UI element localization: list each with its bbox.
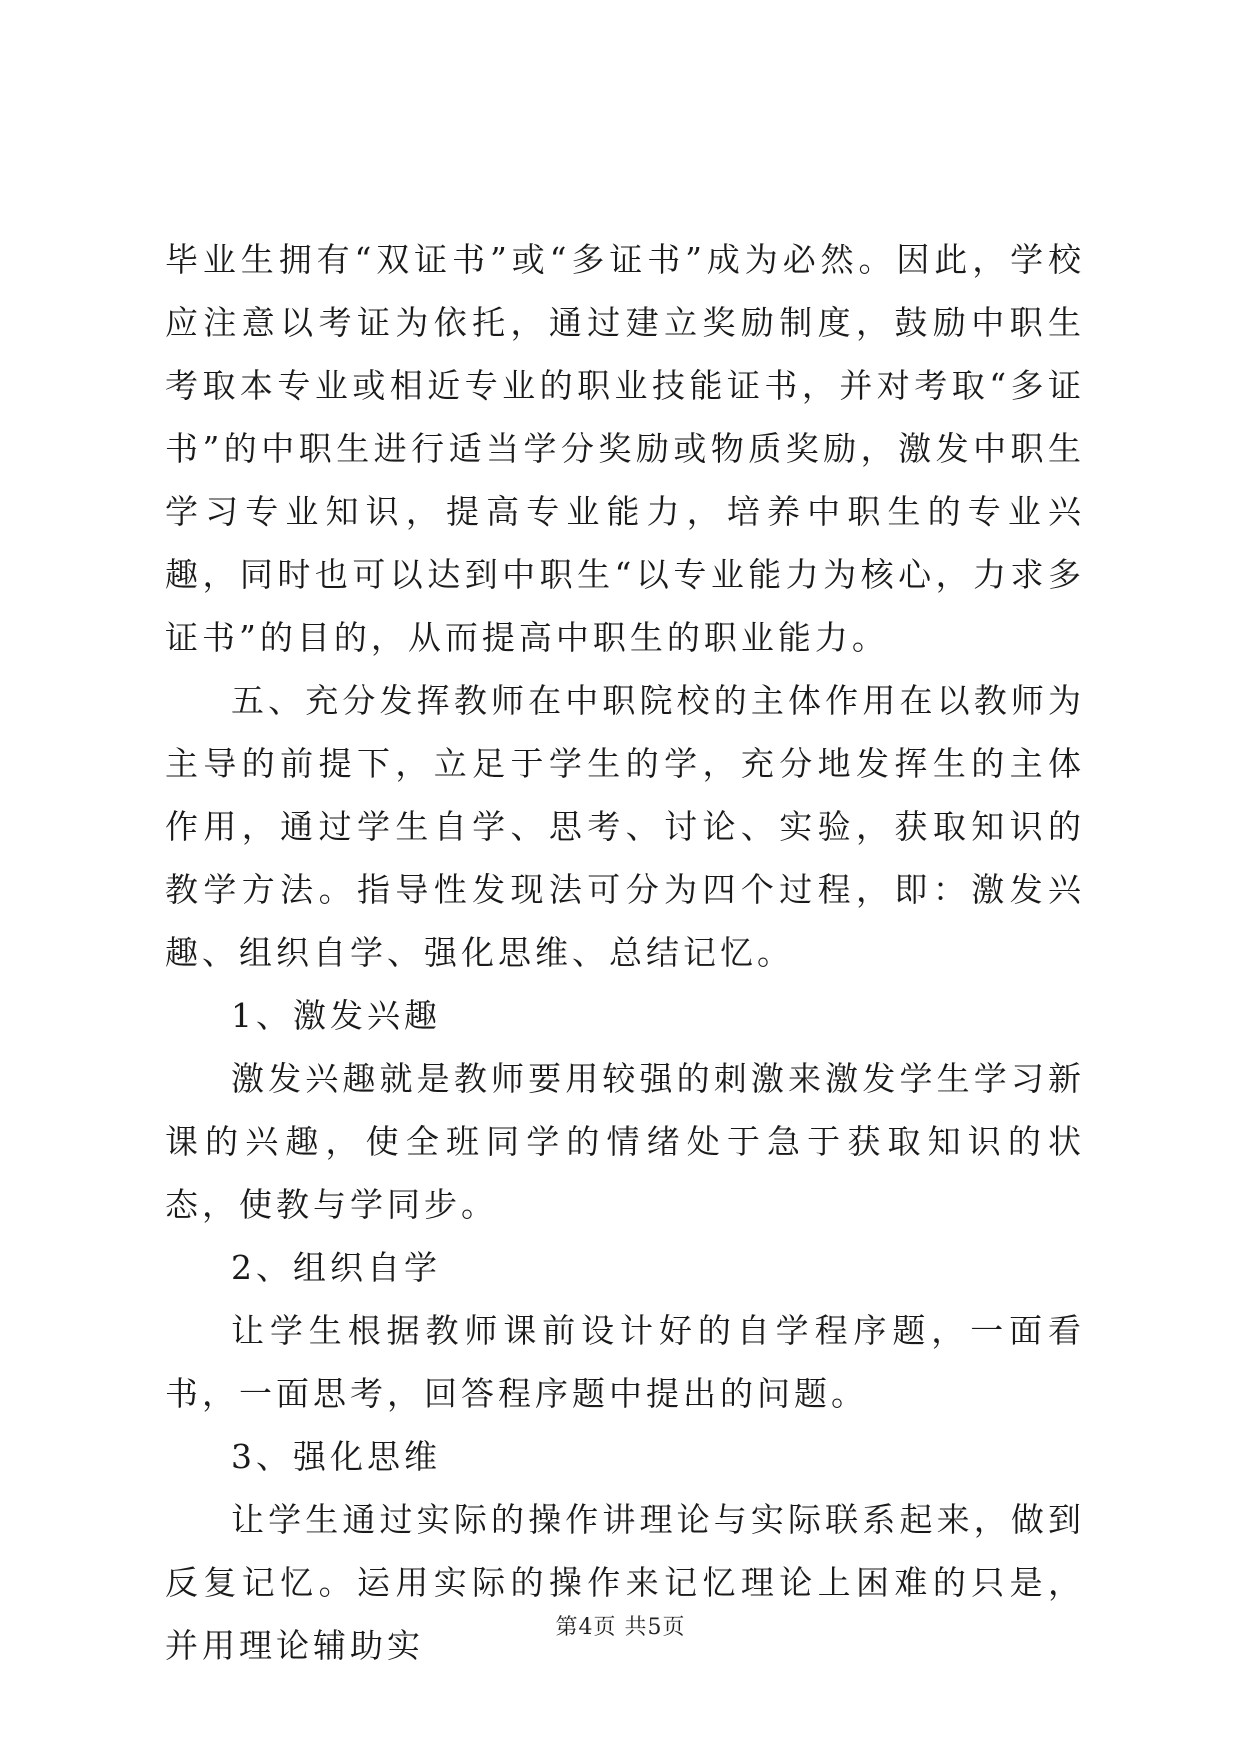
paragraph-stimulate-interest: 激发兴趣就是教师要用较强的刺激来激发学生学习新课的兴趣，使全班同学的情绪处于急于获取知识的状态，使教与学同步。: [165, 1059, 1085, 1224]
paragraph-strengthen-thinking: 让学生通过实际的操作讲理论与实际联系起来，做到反复记忆。运用实际的操作来记忆理论上困难的只是，并用理论辅助实: [165, 1500, 1085, 1665]
paragraph-organize-self-study: 让学生根据教师课前设计好的自学程序题，一面看书，一面思考，回答程序题中提出的问题。: [165, 1311, 1085, 1413]
heading-stimulate-interest: 1、激发兴趣: [231, 996, 441, 1035]
heading-organize-self-study: 2、组织自学: [231, 1248, 441, 1287]
page-number-footer: 第4页 共5页: [555, 1615, 686, 1640]
document-body: [165, 228, 1085, 1677]
heading-strengthen-thinking: 3、强化思维: [231, 1437, 441, 1476]
paragraph-section-five: 五、充分发挥教师在中职院校的主体作用在以教师为主导的前提下，立足于学生的学，充分地发挥生的主体作用，通过学生自学、思考、讨论、实验，获取知识的教学方法。指导性发现法可分为四个过程，即：激发兴趣、组织自学、强化思维、总结记忆。: [165, 681, 1085, 972]
paragraph-continuation: 毕业生拥有“双证书”或“多证书”成为必然。因此，学校应注意以考证为依托，通过建立奖励制度，鼓励中职生考取本专业或相近专业的职业技能证书，并对考取“多证书”的中职生进行适当学分奖励或物质奖励，激发中职生学习专业知识，提高专业能力，培养中职生的专业兴趣，同时也可以达到中职生“以专业能力为核心，力求多证书”的目的，从而提高中职生的职业能力。: [165, 240, 1085, 657]
